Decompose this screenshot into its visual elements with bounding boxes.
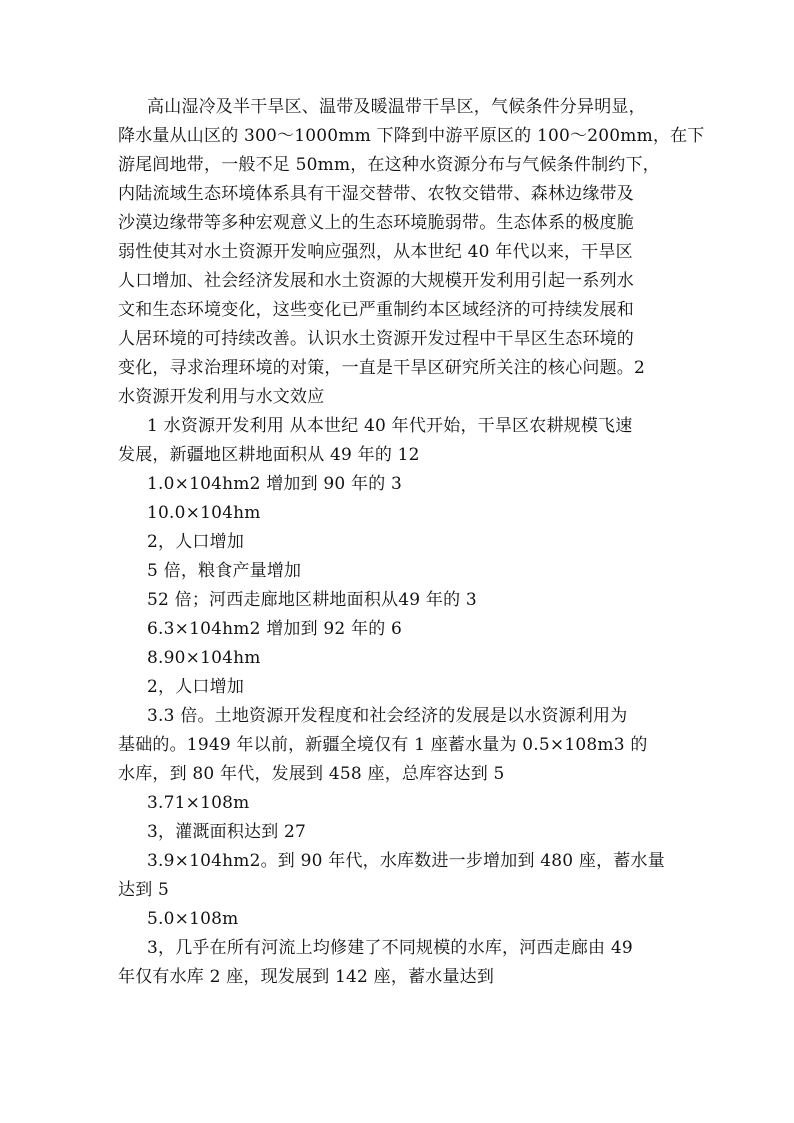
text-line: 文和生态环境变化，这些变化已严重制约本区域经济的可持续发展和: [118, 300, 634, 320]
text-line: 5.0×108m: [147, 909, 239, 929]
text-line: 变化，寻求治理环境的对策，一直是干旱区研究所关注的核心问题。2: [118, 358, 646, 378]
section-heading: 水资源开发利用与水文效应: [118, 387, 325, 407]
text-line: 2，人口增加: [147, 677, 245, 697]
text-line: 2，人口增加: [147, 532, 245, 552]
text-line: 内陆流域生态环境体系具有干湿交替带、农牧交错带、森林边缘带及: [118, 184, 634, 204]
text-line: 5 倍，粮食产量增加: [147, 561, 302, 581]
text-line: 52 倍；河西走廊地区耕地面积从49 年的 3: [147, 590, 477, 610]
text-line: 发展，新疆地区耕地面积从 49 年的 12: [118, 445, 420, 465]
text-line: 人口增加、社会经济发展和水土资源的大规模开发利用引起一系列水: [118, 271, 634, 291]
text-line: 水库，到 80 年代，发展到 458 座，总库容达到 5: [118, 764, 505, 784]
text-line: 降水量从山区的 300～1000mm 下降到中游平原区的 100～200mm，在下: [118, 126, 705, 146]
text-line: 基础的。1949 年以前，新疆全境仅有 1 座蓄水量为 0.5×108m3 的: [118, 735, 648, 755]
text-line: 1.0×104hm2 增加到 90 年的 3: [147, 474, 403, 494]
text-line: 1 水资源开发利用 从本世纪 40 年代开始，干旱区农耕规模飞速: [147, 416, 633, 436]
text-line: 弱性使其对水土资源开发响应强烈，从本世纪 40 年代以来，干旱区: [118, 242, 633, 262]
text-line: 3，几乎在所有河流上均修建了不同规模的水库，河西走廊由 49: [147, 938, 633, 958]
text-line: 高山湿冷及半干旱区、温带及暖温带干旱区，气候条件分异明显，: [147, 97, 646, 117]
text-line: 达到 5: [118, 880, 170, 900]
text-line: 6.3×104hm2 增加到 92 年的 6: [147, 619, 403, 639]
text-line: 沙漠边缘带等多种宏观意义上的生态环境脆弱带。生态体系的极度脆: [118, 213, 634, 233]
text-line: 年仅有水库 2 座，现发展到 142 座，蓄水量达到: [118, 967, 495, 987]
text-line: 人居环境的可持续改善。认识水土资源开发过程中干旱区生态环境的: [118, 329, 634, 349]
text-line: 3.9×104hm2。到 90 年代，水库数进一步增加到 480 座，蓄水量: [147, 851, 665, 871]
text-line: 3.71×108m: [147, 793, 250, 813]
text-line: 游尾闾地带，一般不足 50mm，在这种水资源分布与气候条件制约下，: [118, 155, 660, 175]
text-line: 3，灌溉面积达到 27: [147, 822, 307, 842]
text-line: 10.0×104hm: [147, 503, 261, 523]
text-line: 8.90×104hm: [147, 648, 261, 668]
text-line: 3.3 倍。土地资源开发程度和社会经济的发展是以水资源利用为: [147, 706, 628, 726]
